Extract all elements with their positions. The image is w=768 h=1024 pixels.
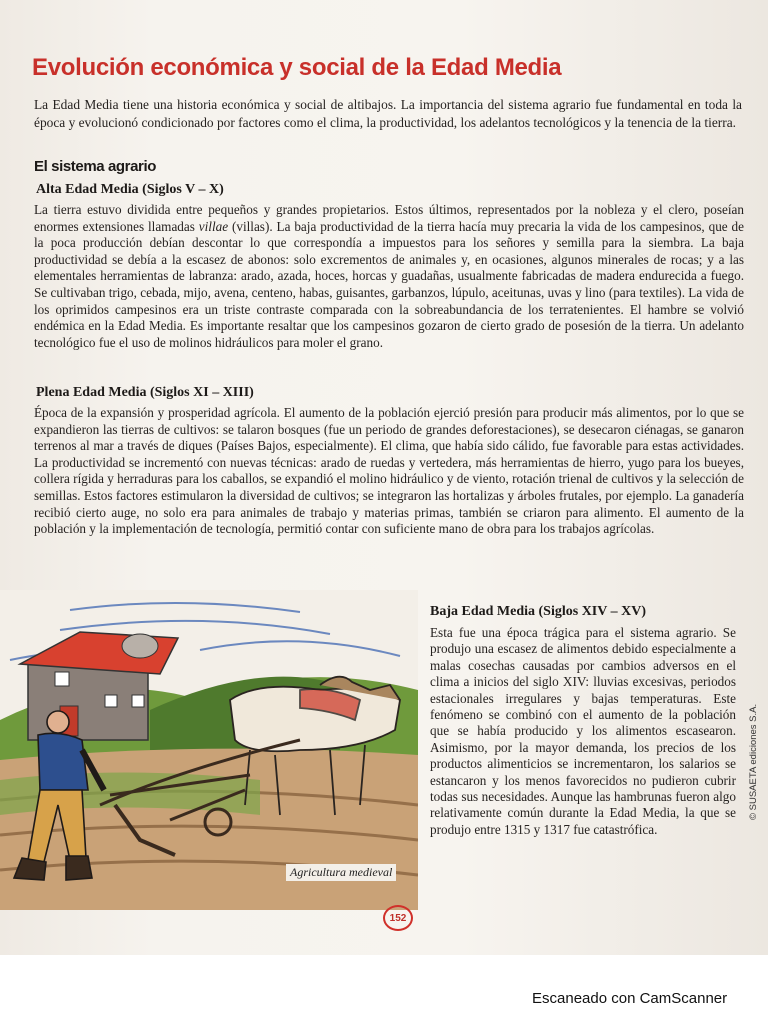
plena-edad-media-paragraph: Época de la expansión y prosperidad agrícola. El aumento de la población ejerció presión para producir más alimentos, por lo que se expandieron las tierras de cultivos: se talaron bosques (fue un periodo de grandes deforestaciones), se desecaron ciénagas, se ganaron terrenos al mar a través de diques (Países Bajos, especialmente). El clima, que había sido cálido, fue favorable para estas actividades. La productividad se incrementó con nuevas técnicas: arado de ruedas y vertedera, más herramientas de hierro, yugo para los bueyes, collera rígida y herraduras para los caballos, se expandió el molino hidráulico y de viento, rotación trienal de cultivos y la selección de semillas. Estos factores estimularon la diversidad de cultivos; se integraron las hortalizas y árboles frutales, por ejemplo. La ganadería recibió cierto auge, no solo era para animales de trabajo y materias primas, también se criaron para alimento. El aumento de la población y la implementación de tecnología, permitió contar con suficiente mano de obra para los trabajos agrícolas. xyxy=(34,405,744,537)
baja-edad-media-paragraph: Esta fue una época trágica para el sistema agrario. Se produjo una escasez de alimentos debido especialmente a malas cosechas causadas por cambios adversos en el clima a inicios del siglo XIV: lluvias excesivas, periodos estacionales irregulares y bajas temperaturas. Este fenómeno se combinó con el aumento de la población que se había producido y los alimentos escasearon. Asimismo, por la mayor demanda, los precios de los productos alimenticios se incrementaron, los salarios se estancaron y los menos favorecidos no pudieron cubrir todas sus necesidades. Aunque las hambrunas fueron algo relativamente común durante la Edad Media, la que se produjo entre 1315 y 1317 fue catastrófica. xyxy=(430,625,736,837)
alta-edad-media-heading: Alta Edad Media (Siglos V – X) xyxy=(36,182,224,197)
medieval-agriculture-illustration xyxy=(0,590,418,910)
intro-paragraph: La Edad Media tiene una historia económica y social de altibajos. La importancia del sistema agrario fue fundamental en toda la época y evolucionó condicionado por factores como el clima, la productividad, los adelantos tecnológicos y la tenencia de la tierra. xyxy=(34,97,742,130)
alta-edad-media-paragraph xyxy=(34,202,744,351)
alta-text-part-1: La tierra estuvo dividida entre pequeños y grandes propietarios. Estos últimos, representados por la nobleza y el clero, poseían enormes extensiones llamadas xyxy=(34,202,744,234)
section-title: El sistema agrario xyxy=(34,158,157,175)
baja-edad-media-heading: Baja Edad Media (Siglos XIV – XV) xyxy=(430,604,646,619)
page-number: 152 xyxy=(383,905,413,931)
alta-text-part-2: (villas). La baja productividad de la tierra hacía muy precaria la vida de los campesinos, que de la poca producción debían descontar lo que correspondía a impuestos para los señores y semilla para la siembra. La baja productividad se debía a la escasez de abonos: solo excrementos de animales y, en ocasiones, algunos minerales de rocas; y a las elementales herramientas de labranza: arado, azada, hoces, horcas y guadañas, usualmente fabricadas de madera endurecida a fuego. Se cultivaban trigo, cebada, mijo, avena, centeno, habas, guisantes, garbanzos, lúpulo, aceitunas, uvas y lino (para textiles). La vida de los oprimidos campesinos era un triste contraste comparada con la sobreabundancia de los terratenientes. El hambre se volvió endémica en la Edad Media. Es importante resaltar que los campesinos gozaron de cierto grado de posesión de la tierra. Un adelanto tecnológico fue el uso de molinos hidráulicos para moler el grano. xyxy=(34,218,745,350)
publisher-copyright: © SUSAETA ediciones S.A. xyxy=(748,703,759,820)
page-title: Evolución económica y social de la Edad Media xyxy=(32,54,562,81)
scanner-watermark: Escaneado con CamScanner xyxy=(532,990,728,1007)
image-caption: Agricultura medieval xyxy=(286,864,396,881)
villae-term: villae xyxy=(198,218,229,234)
plena-edad-media-heading: Plena Edad Media (Siglos XI – XIII) xyxy=(36,385,254,400)
